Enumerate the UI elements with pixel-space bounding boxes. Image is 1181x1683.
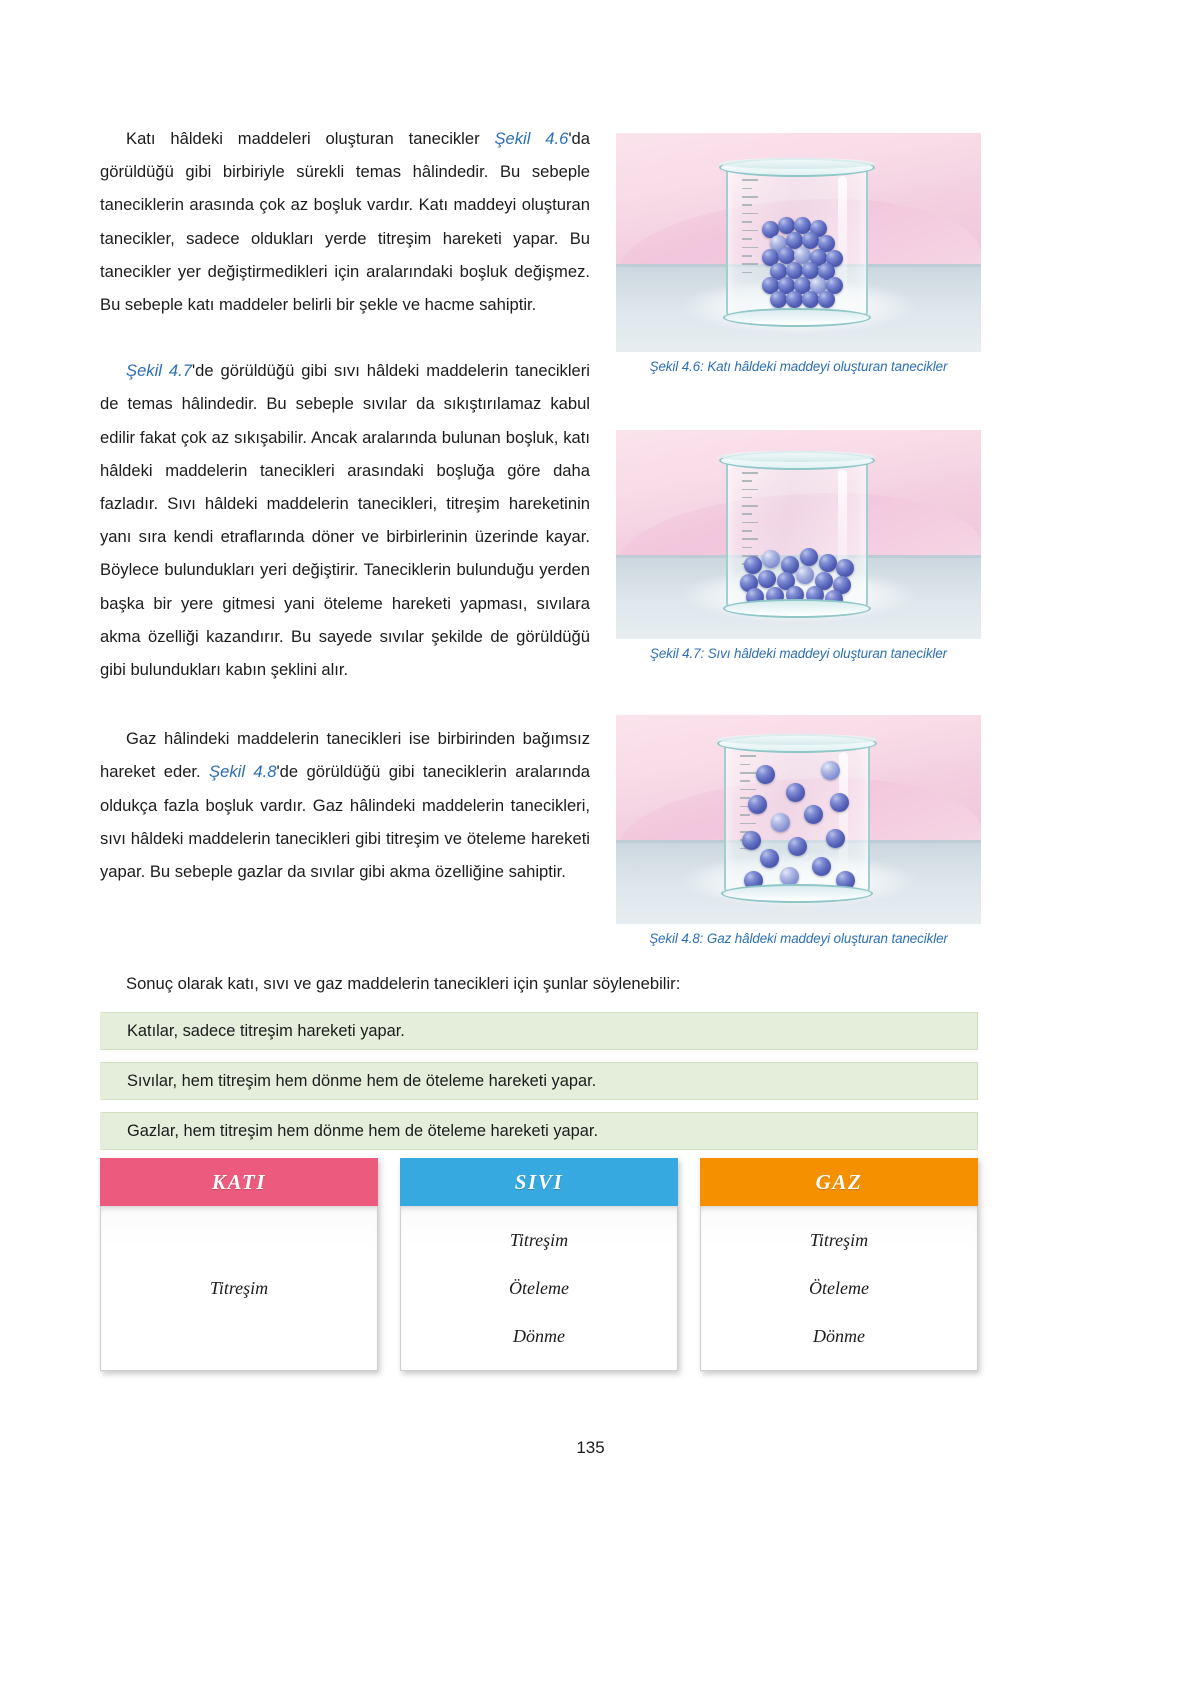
figure-reference-4-8[interactable]: Şekil 4.8 [209, 762, 277, 782]
paragraph-gas-part1: Gaz hâlindeki maddelerin tanecikleri ise birbirinden bağımsız hareket eder. [100, 729, 590, 782]
body-text-column [100, 122, 590, 921]
beaker-liquid [726, 460, 868, 612]
figure-caption-4-6: Şekil 4.6: Katı hâldeki maddeyi oluşturan tanecikler [649, 359, 948, 374]
page-number: 135 [576, 1438, 605, 1457]
summary-card-kati [100, 1158, 378, 1371]
particle-group-gas [726, 743, 868, 895]
summary-card-sivi [400, 1158, 678, 1371]
summary-card-gaz-item-0: Titreşim [809, 1230, 869, 1250]
summary-card-kati-body [100, 1206, 378, 1371]
beaker-base [723, 308, 871, 327]
figure-image-gas [616, 715, 981, 924]
summary-card-gaz-header [700, 1158, 978, 1206]
summary-card-kati-header [100, 1158, 378, 1206]
closing-sentence: Sonuç olarak katı, sıvı ve gaz maddelerin tanecikleri için şunlar söylenebilir: [126, 974, 681, 993]
statement-bar-gas-text: Gazlar, hem titreşim hem dönme hem de öteleme hareketi yapar. [127, 1121, 598, 1140]
summary-card-sivi-item-1: Öteleme [509, 1278, 569, 1298]
beaker-base [721, 884, 873, 903]
beaker-solid [726, 167, 868, 321]
statement-bar-gas [100, 1112, 978, 1150]
figure-sekil-4-6 [616, 133, 981, 374]
paragraph-liquid [100, 354, 590, 686]
figure-reference-4-7[interactable]: Şekil 4.7 [126, 361, 192, 381]
statement-bar-liquid-text: Sıvılar, hem titreşim hem dönme hem de öteleme hareketi yapar. [127, 1071, 597, 1090]
figure-image-liquid [616, 430, 981, 639]
summary-card-sivi-body [400, 1206, 678, 1371]
particle-group-solid [728, 167, 866, 319]
paragraph-solid-part2: 'da görüldüğü gibi birbiriyle sürekli temas hâlindedir. Bu sebeple taneciklerin arasında çok az boşluk vardır. Katı maddeyi oluşturan tanecikler, sadece oldukları yerde titreşim hareketi yapar. Bu tanecikler yer değiştirmedikleri için aralarındaki boşluk değişmez. Bu sebeple katı maddeler belirli bir şekle ve hacme sahiptir. [100, 129, 590, 315]
summary-card-gaz-item-2: Dönme [813, 1326, 865, 1346]
summary-card-gaz-body [700, 1206, 978, 1371]
summary-card-sivi-item-0: Titreşim [509, 1230, 569, 1250]
paragraph-liquid-part2: 'de görüldüğü gibi sıvı hâldeki maddelerin tanecikleri de temas hâlindedir. Bu sebeple sıvılar da sıkıştırılamaz kabul edilir fakat çok az sıkışabilir. Ancak aralarında bulunan boşluk, katı hâldeki maddelerin tanecikleri arasındaki boşluğa göre daha fazladır. Sıvı hâldeki maddelerin tanecikleri, titreşim hareketinin yanı sıra kendi etraflarında döner ve birbirlerinin üzerinde kayar. Böylece bulundukları yeri değiştirir. Taneciklerin bulunduğu yerden başka bir yere gitmesi yani öteleme hareketi yapması, sıvılara akma özelliği kazandırır. Bu sayede sıvılar şekilde de görüldüğü gibi bulundukları kabın şeklini alır. [100, 361, 590, 680]
summary-card-sivi-title: SIVI [514, 1169, 564, 1194]
summary-card-sivi-header [400, 1158, 678, 1206]
figure-caption-4-7: Şekil 4.7: Sıvı hâldeki maddeyi oluşturan tanecikler [650, 646, 947, 661]
summary-card-gaz-item-1: Öteleme [809, 1278, 869, 1298]
statement-bar-solid-text: Katılar, sadece titreşim hareketi yapar. [127, 1021, 405, 1040]
figure-caption-4-8: Şekil 4.8: Gaz hâldeki maddeyi oluşturan tanecikler [649, 931, 948, 946]
figure-sekil-4-8 [616, 715, 981, 946]
summary-card-kati-title: KATI [211, 1169, 267, 1194]
beaker-base [723, 599, 871, 618]
beaker-gas [724, 743, 870, 897]
summary-card-row [100, 1158, 978, 1371]
statement-bar-list [100, 1012, 978, 1162]
summary-card-sivi-item-2: Dönme [513, 1326, 565, 1346]
paragraph-gas-part2: 'de görüldüğü gibi taneciklerin aralarında oldukça fazla boşluk vardır. Gaz hâlindeki maddelerin tanecikleri, sıvı hâldeki maddelerin tanecikleri gibi titreşim ve öteleme hareketi yapar. Bu sebeple gazlar da sıvılar gibi akma özelliğine sahiptir. [100, 762, 590, 882]
summary-card-kati-item-0: Titreşim [209, 1278, 269, 1298]
figure-image-solid [616, 133, 981, 352]
statement-bar-liquid [100, 1062, 978, 1100]
particle-group-liquid [728, 460, 866, 610]
paragraph-gas [100, 722, 590, 888]
statement-bar-solid [100, 1012, 978, 1050]
summary-card-gaz-title: GAZ [815, 1169, 863, 1194]
figure-sekil-4-7 [616, 430, 981, 661]
summary-card-gaz [700, 1158, 978, 1371]
figure-reference-4-6[interactable]: Şekil 4.6 [494, 129, 569, 148]
paragraph-solid-part1: Katı hâldeki maddeleri oluşturan tanecikler [126, 129, 495, 148]
paragraph-solid [100, 122, 590, 321]
